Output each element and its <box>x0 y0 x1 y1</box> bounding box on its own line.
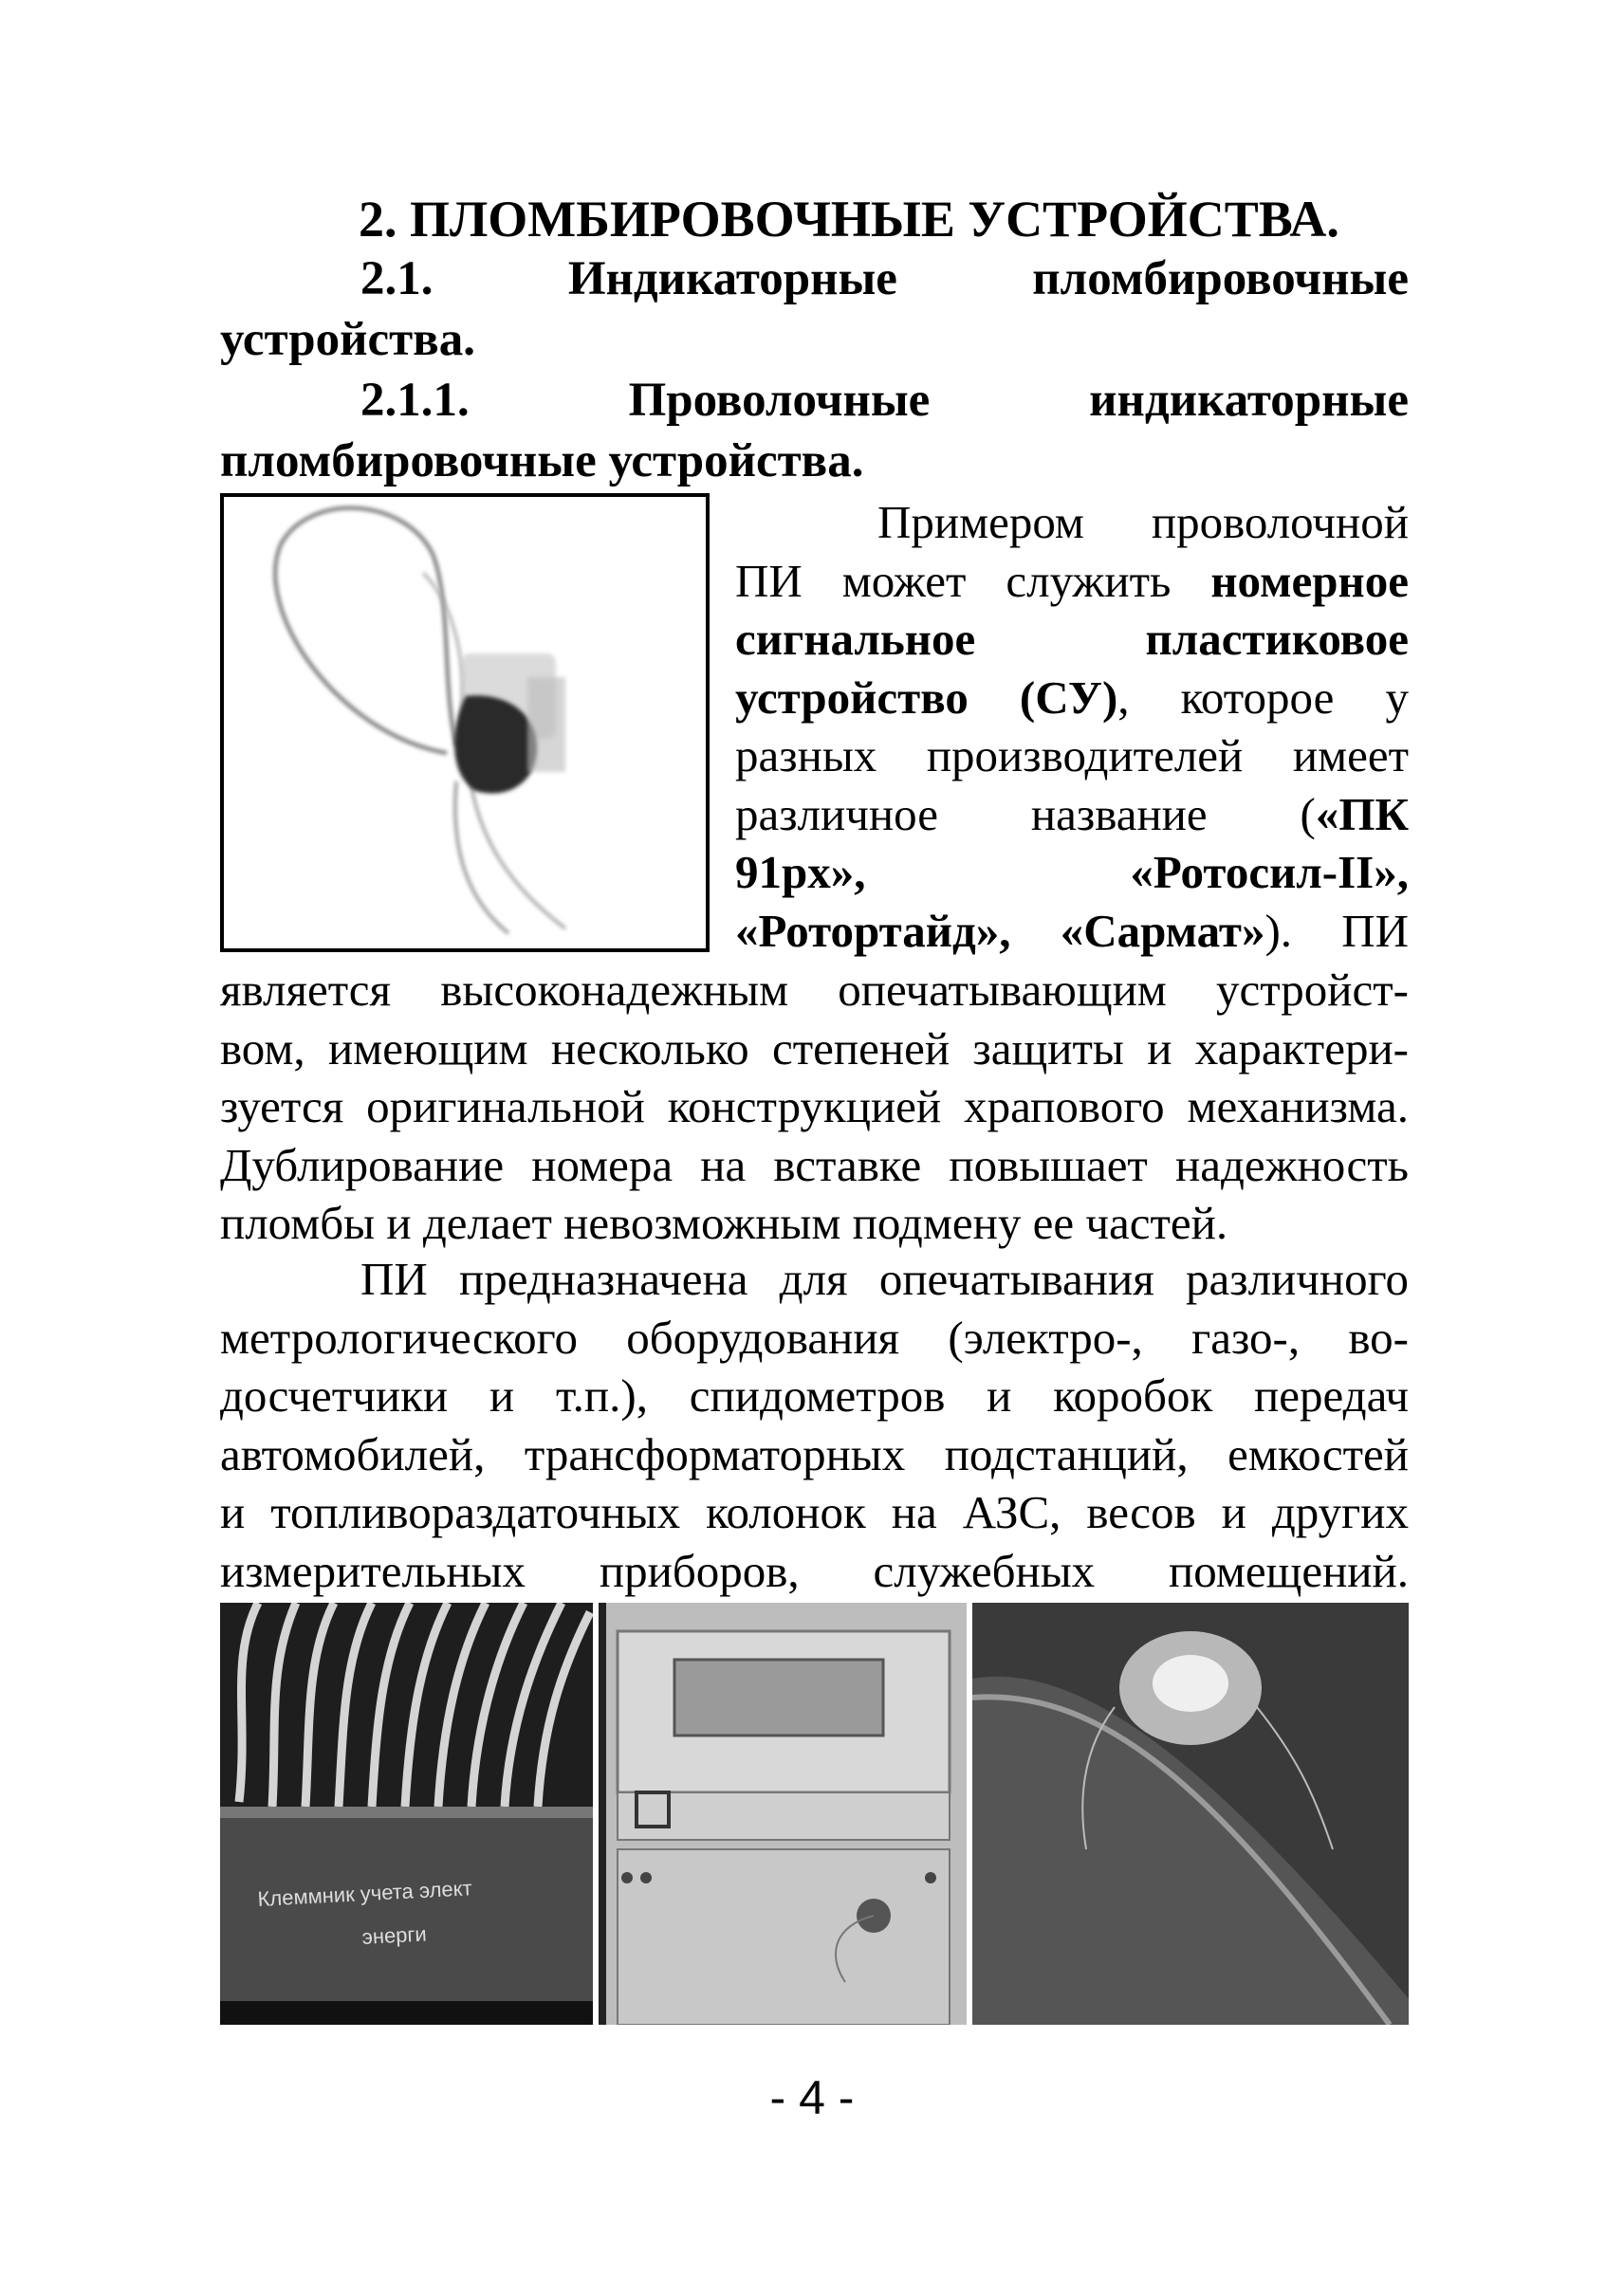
text-line: ПИ предназначена для опечатывания различного <box>360 1253 1409 1305</box>
photo-label-line-1: Клеммник учета элект <box>256 1876 473 1911</box>
bold-term: «ПК <box>1315 787 1409 840</box>
text-line: пломбы и делает невозможным подмену ее частей. <box>220 1197 1228 1249</box>
text-line: является высоконадежным опечатывающим устройст- <box>220 964 1409 1016</box>
seal-device-image <box>220 493 710 952</box>
photo-strip <box>220 1603 1409 2025</box>
paragraph-1-continued <box>220 961 1409 1253</box>
text-span: различное название ( <box>735 787 1316 840</box>
paragraph-2 <box>220 1250 1409 1600</box>
text-span: ПИ может служить <box>735 554 1211 607</box>
text-line: Примером проволочной <box>877 496 1409 548</box>
seal-on-device-photo <box>972 1603 1409 2025</box>
section-heading: 2. ПЛОМБИРОВОЧНЫЕ УСТРОЙСТВА. <box>359 191 1339 248</box>
bold-term: устройство (СУ) <box>735 670 1118 724</box>
text-line <box>735 610 1409 669</box>
text-line: вом, имеющим несколько степеней защиты и характери- <box>220 1021 1409 1075</box>
terminal-block-photo <box>220 1603 593 2025</box>
text-line: и топливораздаточных колонок на АЗС, весов и других <box>220 1486 1409 1538</box>
text-span: ). ПИ <box>1264 904 1409 957</box>
subsection-heading: 2.1. Индикаторные пломбировочные устройства. <box>220 252 1409 366</box>
text-span: , которое у <box>1117 670 1409 724</box>
bold-term: номерное <box>1210 554 1409 607</box>
text-line: досчетчики и т.п.), спидометров и коробок передач <box>220 1369 1409 1422</box>
text-line <box>735 669 1409 727</box>
paragraph-1-wrap <box>735 493 1409 960</box>
text-line <box>735 552 1409 611</box>
text-line: Дублирование номера на вставке повышает надежность <box>220 1138 1409 1191</box>
bold-term: 91рх», «Ротосил-II», <box>735 846 1409 898</box>
subsubsection-heading: 2.1.1. Проволочные индикаторные пломбировочные устройства. <box>220 374 1409 487</box>
text-line <box>735 843 1409 902</box>
bold-term: сигнальное пластиковое <box>735 613 1409 665</box>
meter-photo <box>599 1603 967 2025</box>
photo-label-line-2: энерги <box>360 1921 428 1949</box>
text-line <box>735 785 1409 844</box>
text-line: метрологического оборудования (электро-, газо-, во- <box>220 1311 1409 1364</box>
page-number: - 4 - <box>769 2071 855 2124</box>
text-line: автомобилей, трансформаторных подстанций, емкостей <box>220 1427 1409 1480</box>
text-line: измерительных приборов, служебных помещений. <box>220 1544 1409 1597</box>
bold-term: «Ротортайд», «Сармат» <box>735 904 1265 957</box>
text-line: разных производителей имеет <box>735 729 1409 781</box>
text-line <box>735 902 1409 961</box>
text-line: зуется оригинальной конструкцией храпового механизма. <box>220 1080 1409 1132</box>
